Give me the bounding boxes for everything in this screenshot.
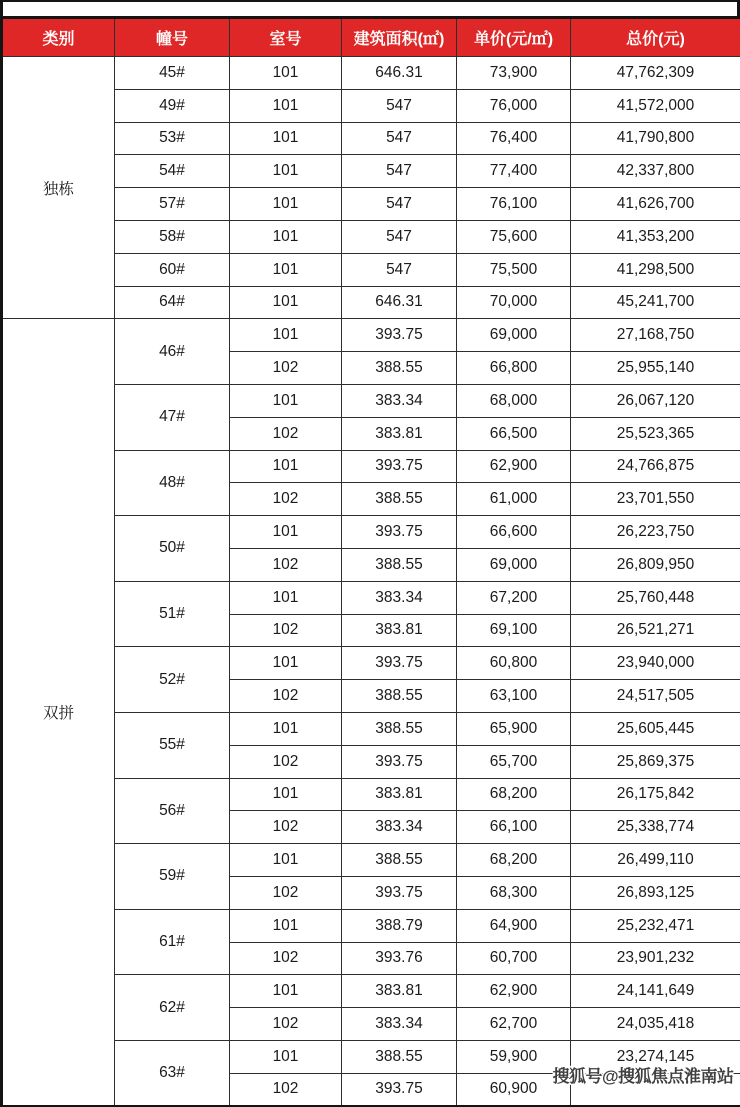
table-row	[2, 57, 740, 90]
room-cell: 102	[230, 548, 342, 581]
unit-price-cell: 65,900	[457, 712, 571, 745]
building-cell: 55#	[115, 712, 230, 778]
area-cell: 388.55	[342, 1040, 457, 1073]
area-cell: 393.75	[342, 647, 457, 680]
unit-price-cell: 63,100	[457, 680, 571, 713]
area-cell: 547	[342, 188, 457, 221]
room-cell: 101	[230, 581, 342, 614]
unit-price-cell: 60,800	[457, 647, 571, 680]
area-cell: 393.75	[342, 876, 457, 909]
total-price-cell: 23,274,145	[571, 1040, 740, 1073]
room-cell: 101	[230, 220, 342, 253]
total-price-cell: 25,869,375	[571, 745, 740, 778]
unit-price-cell: 64,900	[457, 909, 571, 942]
building-cell: 58#	[115, 220, 230, 253]
room-cell: 101	[230, 122, 342, 155]
area-cell: 547	[342, 220, 457, 253]
unit-price-cell: 60,900	[457, 1073, 571, 1106]
total-price-cell: 26,893,125	[571, 876, 740, 909]
area-cell: 393.75	[342, 319, 457, 352]
room-cell: 101	[230, 450, 342, 483]
room-cell: 102	[230, 483, 342, 516]
building-cell: 46#	[115, 319, 230, 385]
room-cell: 101	[230, 516, 342, 549]
unit-price-cell: 70,000	[457, 286, 571, 319]
unit-price-cell: 77,400	[457, 155, 571, 188]
area-cell: 383.34	[342, 384, 457, 417]
room-cell: 102	[230, 745, 342, 778]
room-cell: 101	[230, 155, 342, 188]
room-cell: 101	[230, 778, 342, 811]
unit-price-cell: 66,500	[457, 417, 571, 450]
building-cell: 48#	[115, 450, 230, 516]
total-price-cell: 45,241,700	[571, 286, 740, 319]
area-cell: 547	[342, 89, 457, 122]
area-cell: 547	[342, 122, 457, 155]
total-price-cell: 23,701,550	[571, 483, 740, 516]
unit-price-cell: 75,600	[457, 220, 571, 253]
room-cell: 102	[230, 680, 342, 713]
area-cell: 393.75	[342, 450, 457, 483]
total-price-cell: 26,175,842	[571, 778, 740, 811]
area-cell: 388.55	[342, 712, 457, 745]
unit-price-cell: 62,700	[457, 1008, 571, 1041]
unit-price-cell: 65,700	[457, 745, 571, 778]
unit-price-cell: 68,200	[457, 778, 571, 811]
watermark: 搜狐号@搜狐焦点淮南站	[552, 1067, 734, 1086]
area-cell: 393.75	[342, 1073, 457, 1106]
total-price-cell: 24,141,649	[571, 975, 740, 1008]
room-cell: 101	[230, 384, 342, 417]
total-price-cell: 26,067,120	[571, 384, 740, 417]
unit-price-cell: 76,100	[457, 188, 571, 221]
total-price-cell: 25,605,445	[571, 712, 740, 745]
building-cell: 56#	[115, 778, 230, 844]
total-price-cell: 25,338,774	[571, 811, 740, 844]
unit-price-cell: 69,000	[457, 319, 571, 352]
total-price-cell: 23,940,000	[571, 647, 740, 680]
room-cell: 101	[230, 253, 342, 286]
total-price-cell: 25,955,140	[571, 352, 740, 385]
total-price-cell: 24,766,875	[571, 450, 740, 483]
building-cell: 59#	[115, 844, 230, 910]
category-cell: 双拼	[2, 319, 115, 1106]
building-cell: 54#	[115, 155, 230, 188]
unit-price-cell: 76,400	[457, 122, 571, 155]
unit-price-cell: 68,200	[457, 844, 571, 877]
unit-price-cell: 61,000	[457, 483, 571, 516]
unit-price-cell: 68,300	[457, 876, 571, 909]
unit-price-cell: 62,900	[457, 975, 571, 1008]
unit-price-cell: 66,600	[457, 516, 571, 549]
unit-price-cell: 68,000	[457, 384, 571, 417]
col-header-category: 类别	[2, 18, 115, 57]
room-cell: 102	[230, 811, 342, 844]
col-header-building: 幢号	[115, 18, 230, 57]
room-cell: 102	[230, 614, 342, 647]
room-cell: 101	[230, 1040, 342, 1073]
unit-price-cell: 60,700	[457, 942, 571, 975]
total-price-cell: 27,168,750	[571, 319, 740, 352]
unit-price-cell: 69,100	[457, 614, 571, 647]
unit-price-cell: 69,000	[457, 548, 571, 581]
area-cell: 393.76	[342, 942, 457, 975]
area-cell: 388.55	[342, 680, 457, 713]
col-header-total-price: 总价(元)	[571, 18, 740, 57]
area-cell: 547	[342, 155, 457, 188]
building-cell: 52#	[115, 647, 230, 713]
price-table	[0, 16, 740, 1107]
building-cell: 60#	[115, 253, 230, 286]
total-price-cell: 26,521,271	[571, 614, 740, 647]
room-cell: 101	[230, 975, 342, 1008]
room-cell: 101	[230, 844, 342, 877]
category-cell: 独栋	[2, 57, 115, 319]
room-cell: 101	[230, 89, 342, 122]
building-cell: 50#	[115, 516, 230, 582]
area-cell: 383.34	[342, 811, 457, 844]
area-cell: 383.81	[342, 778, 457, 811]
total-price-cell: 41,572,000	[571, 89, 740, 122]
total-price-cell: 26,499,110	[571, 844, 740, 877]
building-cell: 53#	[115, 122, 230, 155]
room-cell: 101	[230, 188, 342, 221]
room-cell: 101	[230, 57, 342, 90]
building-cell: 49#	[115, 89, 230, 122]
room-cell: 102	[230, 1008, 342, 1041]
area-cell: 383.34	[342, 581, 457, 614]
total-price-cell: 42,337,800	[571, 155, 740, 188]
total-price-cell: 23,901,232	[571, 942, 740, 975]
total-price-cell: 41,790,800	[571, 122, 740, 155]
total-price-cell: 25,760,448	[571, 581, 740, 614]
area-cell: 383.34	[342, 1008, 457, 1041]
area-cell: 646.31	[342, 286, 457, 319]
room-cell: 101	[230, 712, 342, 745]
area-cell: 393.75	[342, 745, 457, 778]
unit-price-cell: 59,900	[457, 1040, 571, 1073]
room-cell: 102	[230, 352, 342, 385]
total-price-cell: 24,517,505	[571, 680, 740, 713]
building-cell: 63#	[115, 1040, 230, 1106]
col-header-area: 建筑面积(㎡)	[342, 18, 457, 57]
header-row	[2, 18, 740, 57]
unit-price-cell: 66,100	[457, 811, 571, 844]
unit-price-cell: 73,900	[457, 57, 571, 90]
area-cell: 383.81	[342, 417, 457, 450]
building-cell: 64#	[115, 286, 230, 319]
building-cell: 45#	[115, 57, 230, 90]
col-header-unit-price: 单价(元/㎡)	[457, 18, 571, 57]
area-cell: 388.79	[342, 909, 457, 942]
table-row	[2, 319, 740, 352]
building-cell: 62#	[115, 975, 230, 1041]
total-price-cell: 41,298,500	[571, 253, 740, 286]
area-cell: 388.55	[342, 352, 457, 385]
total-price-cell: 26,223,750	[571, 516, 740, 549]
top-strip	[0, 0, 740, 16]
room-cell: 102	[230, 417, 342, 450]
unit-price-cell: 75,500	[457, 253, 571, 286]
building-cell: 51#	[115, 581, 230, 647]
unit-price-cell: 67,200	[457, 581, 571, 614]
area-cell: 383.81	[342, 975, 457, 1008]
area-cell: 383.81	[342, 614, 457, 647]
area-cell: 388.55	[342, 483, 457, 516]
room-cell: 102	[230, 942, 342, 975]
unit-price-cell: 66,800	[457, 352, 571, 385]
room-cell: 101	[230, 319, 342, 352]
room-cell: 102	[230, 876, 342, 909]
total-price-cell: 41,626,700	[571, 188, 740, 221]
area-cell: 547	[342, 253, 457, 286]
room-cell: 102	[230, 1073, 342, 1106]
total-price-cell: 26,809,950	[571, 548, 740, 581]
building-cell: 61#	[115, 909, 230, 975]
total-price-cell: 47,762,309	[571, 57, 740, 90]
unit-price-cell: 62,900	[457, 450, 571, 483]
building-cell: 57#	[115, 188, 230, 221]
total-price-cell: 41,353,200	[571, 220, 740, 253]
area-cell: 388.55	[342, 548, 457, 581]
col-header-room: 室号	[230, 18, 342, 57]
area-cell: 393.75	[342, 516, 457, 549]
building-cell: 47#	[115, 384, 230, 450]
area-cell: 388.55	[342, 844, 457, 877]
room-cell: 101	[230, 909, 342, 942]
total-price-cell: 25,523,365	[571, 417, 740, 450]
room-cell: 101	[230, 647, 342, 680]
area-cell: 646.31	[342, 57, 457, 90]
room-cell: 101	[230, 286, 342, 319]
total-price-cell: 25,232,471	[571, 909, 740, 942]
total-price-cell: 24,035,418	[571, 1008, 740, 1041]
unit-price-cell: 76,000	[457, 89, 571, 122]
